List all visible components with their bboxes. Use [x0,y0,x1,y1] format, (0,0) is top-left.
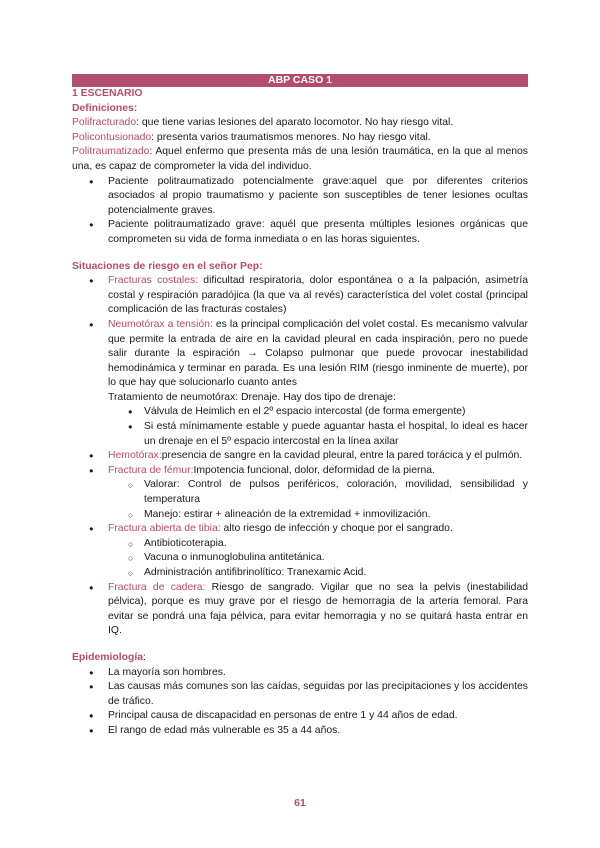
neumotorax-sublist [108,405,528,449]
risk-hemotorax [72,449,528,464]
list-item: ● Principal causa de discapacidad en personas de entre 1 y 44 años de edad. [72,709,528,724]
definition-text: : presenta varios traumatismos menores. No hay riesgo vital. [151,131,431,143]
risk-text: presencia de sangre en la cavidad pleural, entre la pared torácica y el pulmón. [161,450,523,462]
definition-polifracturado [72,116,528,131]
risk-list [72,274,528,639]
risk-term: Fractura abierta de tibia: [108,523,221,535]
list-item: ○ Administración antifibrinolítico: Tranexamic Acid. [126,566,528,581]
definitions-heading: Definiciones: [72,102,138,114]
femur-sublist [108,478,528,522]
header-banner: ABP CASO 1 [72,74,528,87]
risk-neumotorax [72,318,528,449]
definition-term: Policontusionado [72,131,152,143]
list-item: ● El rango de edad más vulnerable es 35 a 44 años. [72,724,528,739]
epidemiology-list [72,666,528,739]
scenario-heading: 1 ESCENARIO [72,88,143,99]
risk-term: Fractura de cadera: [108,581,206,593]
list-item: ● La mayoría son hombres. [72,666,528,681]
document-page [72,74,528,739]
risk-text: alto riesgo de infección y choque por el sangrado. [220,523,453,535]
list-item: ● Paciente politraumatizado potencialmente grave:aquel que por diferentes criterios asociados al propio traumatismo y paciente son susceptibles de tener lesiones ocultas potencialmente graves. [72,175,528,219]
neumotorax-treatment: Tratamiento de neumotórax: Drenaje. Hay dos tipo de drenaje: [108,391,396,403]
epidemiology-heading-text: Epidemiología [72,651,144,663]
definition-text: : que tiene varias lesiones del aparato locomotor. No hay riesgo vital. [136,117,454,129]
risk-text: Riesgo de sangrado. Vigilar que no sea la pelvis (inestabilidad pélvica), porque es muy grave por el riesgo de hemorragia de la arteria femoral. Para evitar se pondrá una faja pélvica, para evitar hemorragia y no se quitará hasta entrar en IQ. [108,581,528,637]
list-item: ○ Manejo: estirar + alineación de la extremidad + inmovilización. [126,508,528,523]
risk-term: Fracturas costales: [108,275,199,287]
definition-politraumatizado [72,145,528,174]
list-item: ○ Antibioticoterapia. [126,537,528,552]
risk-term: Hemotórax: [108,450,162,462]
risk-term: Fractura de fémur: [108,464,194,476]
list-item: ○ Valorar: Control de pulsos periféricos, coloración, movilidad, sensibilidad y temperatura [126,478,528,507]
list-item: ● Si está mínimamente estable y puede aguantar hasta el hospital, lo ideal es hacer un drenaje en el 5º espacio intercostal en la línea axilar [126,420,528,449]
list-item: ● Paciente politraumatizado grave: aquél que presenta múltiples lesiones orgánicas que comprometen su vida de forma inmediata o en las horas siguientes. [72,218,528,247]
definition-term: Politraumatizado [72,146,150,158]
page-number: 61 [294,797,306,809]
tibia-sublist [108,537,528,581]
risk-term: Neumotórax a tensión: [108,318,213,330]
risk-text: dificultad respiratoria, dolor espontánea o a la palpación, asimetría costal y respiración paradójica (la que va al revés) característica del volet costal (principal complicación de las fracturas costales) [108,275,528,316]
risk-text: Impotencia funcional, dolor, deformidad de la pierna. [193,464,435,476]
epidemiology-colon: : [143,651,146,663]
list-item: ● Las causas más comunes son las caídas, seguidas por las precipitaciones y los accidentes de tráfico. [72,680,528,709]
risk-heading: Situaciones de riesgo en el señor Pep: [72,260,263,272]
epidemiology-heading [72,651,528,666]
list-item: ● Válvula de Heimlich en el 2º espacio intercostal (de forma emergente) [126,405,528,420]
definition-text: : Aquel enfermo que presenta más de una lesión traumática, en la que al menos una, es capaz de comprometer la vida del individuo. [72,146,528,172]
risk-cadera [72,581,528,639]
definition-policontusionado [72,131,528,146]
risk-text: es la principal complicación del volet costal. Es mecanismo valvular que permite la entrada de aire en la cavidad pleural en cada inspiración, pero no puede salir durante la espiración → Colapso pulmonar que puede provocar inestabilidad hemodinámica y terminar en parada. Es una lesión RIM (riesgo inminente de muerte), por lo que hay que solucionarlo cuanto antes [108,318,528,389]
risk-femur [72,464,528,522]
risk-tibia [72,522,528,580]
definition-term: Polifracturado [72,117,137,129]
definitions-bullet-list [72,175,528,248]
list-item: ○ Vacuna o inmunoglobulina antitetánica. [126,551,528,566]
risk-fracturas-costales [72,274,528,318]
